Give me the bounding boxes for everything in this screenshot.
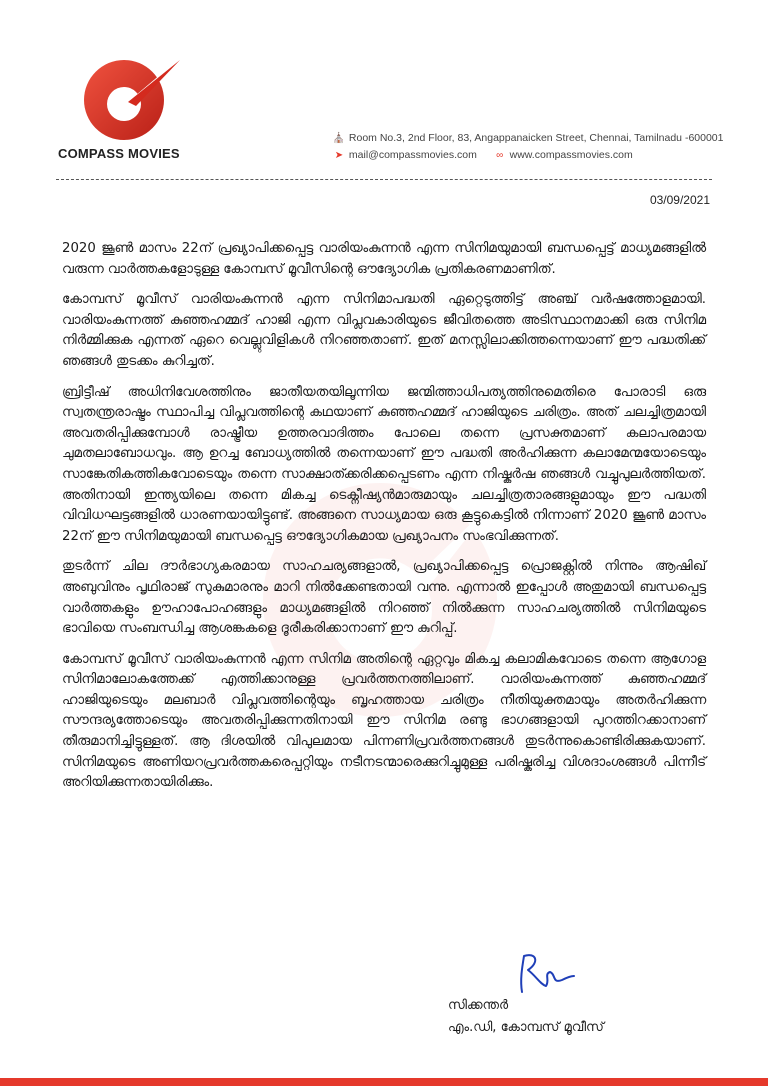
paragraph: 2020 ജൂൺ മാസം 22ന് പ്രഖ്യാപിക്കപ്പെട്ട വാരിയംകുന്നൻ എന്ന സിനിമയുമായി ബന്ധപ്പെട്ട് മാധ്യമങ്ങളിൽ വരുന്ന വാർത്തകളോടുള്ള കോമ്പസ് മൂവീസിന്റെ ഔദ്യോഗിക പ്രതികരണമാണിത്. [62, 241, 706, 277]
signatory-name: സിക്കന്തർ [448, 998, 509, 1013]
link-icon: ∞ [496, 150, 504, 161]
contact-info [332, 130, 732, 164]
letter-date: 03/09/2021 [649, 193, 710, 207]
compass-logo-icon [76, 54, 186, 149]
letter-body [62, 239, 706, 804]
paragraph: തുടർന്ന് ചില ദൗർഭാഗ്യകരമായ സാഹചര്യങ്ങളാൽ, പ്രഖ്യാപിക്കപ്പെട്ട പ്രൊജക്റ്റിൽ നിന്നും ആഷിഖ് അബുവിനും പൃഥിരാജ് സുകുമാരനും മാറി നിൽക്കേണ്ടതായി വന്നു. എന്നാൽ ഇപ്പോൾ അതുമായി ബന്ധപ്പെട്ട വാർത്തകളും ഊഹാപോഹങ്ങളും മാധ്യമങ്ങളിൽ നിറഞ്ഞ് നിൽക്കുന്ന സാഹചര്യത്തിൽ സിനിമയുടെ ഭാവിയെ സംബന്ധിച്ച ആശങ്കകളെ ദൂരീകരിക്കാനാണ് ഈ കുറിപ്പ്. [62, 559, 706, 637]
paragraph: ബ്രിട്ടീഷ് അധിനിവേശത്തിനും ജാതീയതയിലൂന്നിയ ജന്മിത്താധിപത്യത്തിനുമെതിരെ പോരാടി ഒരു സ്വതന്ത്രരാഷ്ട്രം സ്ഥാപിച്ച വിപ്ലവത്തിന്റെ കഥയാണ് കുഞ്ഞഹമ്മദ് ഹാജിയുടെ ചരിത്രം. അത് ചലച്ചിത്രമായി അവതരിപ്പിക്കുമ്പോൾ രാഷ്ട്രീയ ഉത്തരവാദിത്തം പോലെ തന്നെ പ്രസക്തമാണ് കലാപരമായ ചുമതലാബോധവും. ആ ഉറച്ച ബോധ്യത്തിൽ തന്നെയാണ് ഈ പദ്ധതി അർഹിക്കുന്ന കലാമേന്മയോടെയും സാങ്കേതികത്തികവോടെയും തന്നെ സാക്ഷാത്ക്കരിക്കപ്പെടണം എന്ന നിഷ്കർഷ ഞങ്ങൾ വച്ചുപുലർത്തിയത്. അതിനായി ഇന്ത്യയിലെ തന്നെ മികച്ച ടെക്നീഷ്യൻമാരുമായും ചലച്ചിത്രതാരങ്ങളുമായും ഈ പദ്ധതി വിവിധഘട്ടങ്ങളിൽ ധാരണയായിട്ടുണ്ട്. അങ്ങനെ സാധ്യമായ ഒരു കൂട്ടുകെട്ടിൽ നിന്നാണ് 2020 ജൂൺ മാസം 22ന് ഈ സിനിമയുമായി ബന്ധപ്പെട്ട ഔദ്യോഗികമായ പ്രഖ്യാപനം സംഭവിക്കുന്നത്. [62, 384, 706, 544]
bank-building-icon: ⛪ [332, 133, 346, 144]
email-link[interactable]: mail@compassmovies.com [348, 149, 477, 161]
address-text: Room No.3, 2nd Floor, 83, Angappanaicken Street, Chennai, Tamilnadu -600001 [348, 132, 724, 144]
signatory-title: എം.ഡി, കോമ്പസ് മൂവീസ് [448, 1020, 604, 1035]
paper-plane-icon: ➤ [334, 150, 344, 161]
company-logo [56, 54, 196, 166]
header-divider [56, 179, 712, 180]
paragraph: കോമ്പസ് മൂവീസ് വാരിയംകുന്നൻ എന്ന സിനിമാപദ്ധതി ഏറ്റെടുത്തിട്ട് അഞ്ച് വർഷത്തോളമായി. വാരിയംകുന്നത്ത് കുഞ്ഞഹമ്മദ് ഹാജി എന്ന വിപ്ലവകാരിയുടെ ജീവിതത്തെ അടിസ്ഥാനമാക്കി ഒരു സിനിമ നിർമ്മിക്കുക എന്നത് ഏറെ വെല്ലുവിളികൾ നിറഞ്ഞതാണ്. ഇത് മനസ്സിലാക്കിത്തന്നെയാണ് ഈ പദ്ധതിക്ക് ഞങ്ങൾ തുടക്കം കുറിച്ചത്. [62, 292, 706, 369]
paragraph: കോമ്പസ് മൂവീസ് വാരിയംകുന്നൻ എന്ന സിനിമ അതിന്റെ ഏറ്റവും മികച്ച കലാമികവോടെ തന്നെ ആഗോള സിനിമാലോകത്തേക്ക് എത്തിക്കാനുള്ള പ്രവർത്തനത്തിലാണ്. വാരിയംകുന്നത്ത് കുഞ്ഞഹമ്മദ് ഹാജിയുടെയും മലബാർ വിപ്ലവത്തിന്റെയും ബൃഹത്തായ ചരിത്രം നീതിയുക്തമായും അതർഹിക്കുന്ന സൗന്ദര്യത്തോടെയും അവതരിപ്പിക്കുന്നതിനായി ഈ സിനിമ രണ്ടു ഭാഗങ്ങളായി പുറത്തിറക്കാനാണ് തീരുമാനിച്ചിട്ടുള്ളത്. ആ ദിശയിൽ വിപുലമായ പിന്നണിപ്രവർത്തനങ്ങൾ തുടർന്നുകൊണ്ടിരിക്കുകയാണ്. സിനിമയുടെ അണിയറപ്രവർത്തകരെപ്പറ്റിയും നടീനടന്മാരെക്കുറിച്ചുമുള്ള പരിഷ്കരിച്ച വിശദാംശങ്ങൾ പിന്നീട് അറിയിക്കുന്നതായിരിക്കും. [62, 651, 706, 791]
website-link[interactable]: www.compassmovies.com [509, 149, 633, 161]
footer-bar [0, 1078, 768, 1086]
address-line [332, 130, 732, 147]
email-website-line [332, 147, 732, 164]
brand-name: COMPASS MOVIES [58, 146, 180, 161]
handwritten-signature-icon [510, 950, 580, 998]
